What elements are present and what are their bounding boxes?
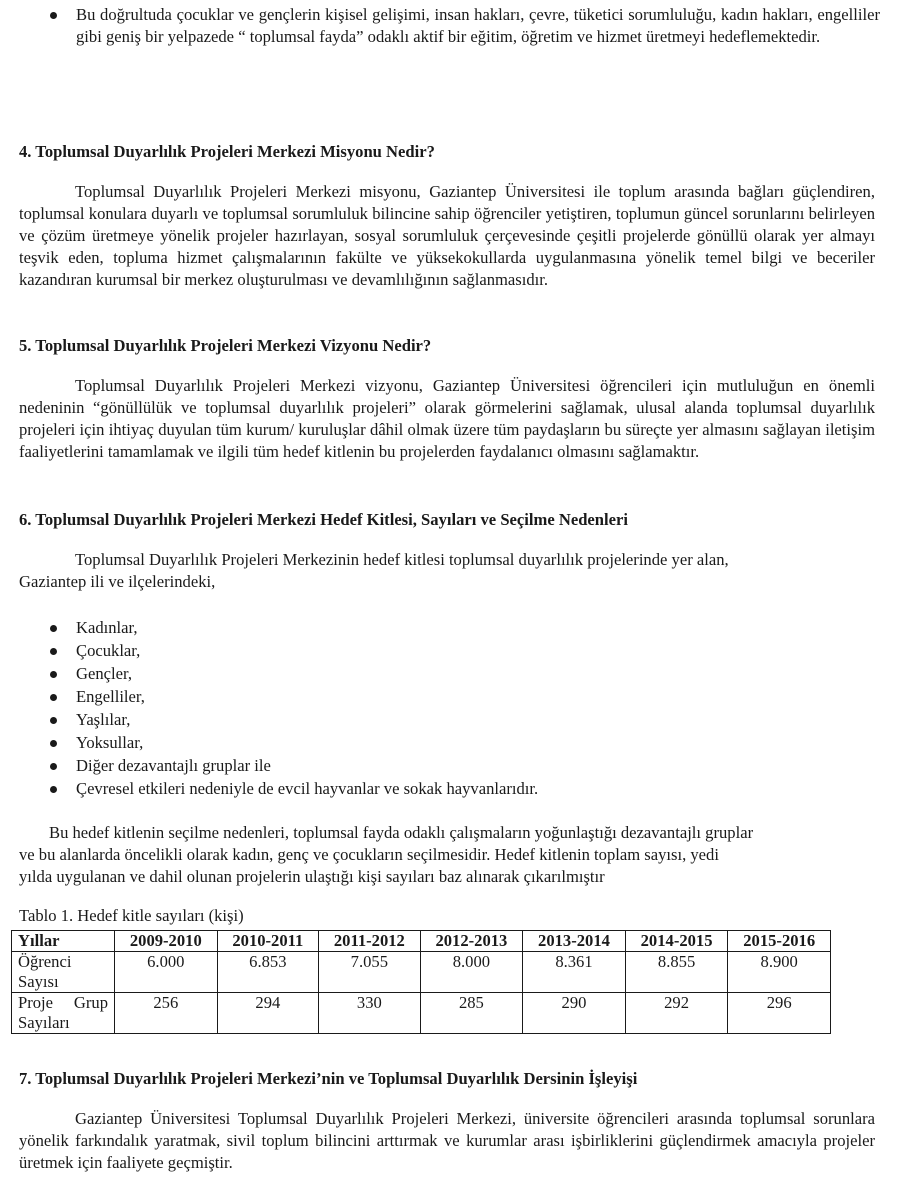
bullet-icon xyxy=(50,763,57,770)
table-header-cell: 2011-2012 xyxy=(319,931,421,952)
table-cell: 7.055 xyxy=(319,952,421,993)
bullet-icon xyxy=(50,648,57,655)
table-header-row xyxy=(12,931,831,952)
table-cell: 8.855 xyxy=(625,952,728,993)
list-item: Engelliler, xyxy=(46,686,746,709)
section-4-body: Toplumsal Duyarlılık Projeleri Merkezi misyonu, Gaziantep Üniversitesi ile toplum arasında bağları güçlendiren, toplumsal konulara duyarlı ve toplumsal sorumluluk bilincine sahip öğrenciler yetiştiren, toplumun güncel sorunlarını belirleyen ve çözüm üretmeye yönelik projeler hazırlayan, sosyal sorumluluk çerçevesinde çeşitli projelerde gönüllü olarak yer almayı teşvik eden, topluma hizmet çalışmalarının fakülte ve yüksekokullarda uygulanmasına yönelik temel bilgi ve beceriler kazandıran kurumsal bir merkez oluşturulması ve devamlılığının sağlanmasıdır. xyxy=(19,182,875,289)
list-item xyxy=(46,4,880,48)
list-item: Yoksullar, xyxy=(46,732,746,755)
section-6-intro-line1: Toplumsal Duyarlılık Projeleri Merkezinin hedef kitlesi toplumsal duyarlılık projelerinde yer alan, xyxy=(75,550,729,569)
section-6-intro-line2: Gaziantep ili ve ilçelerindeki, xyxy=(19,572,216,591)
bullet-icon xyxy=(50,717,57,724)
table-header-cell: Yıllar xyxy=(12,931,115,952)
row-label: Öğrenci Sayısı xyxy=(12,952,115,993)
table-cell: 292 xyxy=(625,993,728,1034)
section-6-reasons-line2: ve bu alanlarda öncelikli olarak kadın, genç ve çocukların seçilmesidir. Hedef kitlenin toplam sayısı, yedi xyxy=(19,845,719,864)
bullet-icon xyxy=(50,625,57,632)
table-caption: Tablo 1. Hedef kitle sayıları (kişi) xyxy=(19,906,244,925)
section-7-heading: 7. Toplumsal Duyarlılık Projeleri Merkezi’nin ve Toplumsal Duyarlılık Dersinin İşleyişi xyxy=(19,1069,638,1088)
table-cell: 296 xyxy=(728,993,831,1034)
bullet-icon xyxy=(50,12,57,19)
table-cell: 290 xyxy=(523,993,626,1034)
list-item: Gençler, xyxy=(46,663,746,686)
bullet-icon xyxy=(50,694,57,701)
table-header-cell: 2013-2014 xyxy=(523,931,626,952)
table-cell: 8.900 xyxy=(728,952,831,993)
list-item: Çevresel etkileri nedeniyle de evcil hayvanlar ve sokak hayvanlarıdır. xyxy=(46,778,746,801)
section-6-reasons-line3: yılda uygulanan ve dahil olunan projelerin ulaştığı kişi sayıları baz alınarak çıkarılmıştır xyxy=(19,867,605,886)
bullet-icon xyxy=(50,740,57,747)
table-cell: 8.000 xyxy=(420,952,523,993)
table-cell: 330 xyxy=(319,993,421,1034)
list-item: Diğer dezavantajlı gruplar ile xyxy=(46,755,746,778)
bullet-text: Bu doğrultuda çocuklar ve gençlerin kişisel gelişimi, insan hakları, çevre, tüketici sorumluluğu, kadın hakları, engelliler gibi geniş bir yelpazede “ toplumsal fayda” odaklı aktif bir eğitim, öğretim ve hizmet üretmeyi hedeflemektedir. xyxy=(76,5,880,46)
row-label: Proje Grup Sayıları xyxy=(12,993,115,1034)
section-7-body: Gaziantep Üniversitesi Toplumsal Duyarlılık Projeleri Merkezi, üniversite öğrencileri arasında toplumsal sorunlara yönelik farkındalık yaratmak, sivil toplum bilincini arttırmak ve kurumlar arası işbirliklerini güçlendirmek amacıyla projeler üretmek için faaliyete geçmiştir. xyxy=(19,1109,875,1172)
section-6-heading: 6. Toplumsal Duyarlılık Projeleri Merkezi Hedef Kitlesi, Sayıları ve Seçilme Nedenleri xyxy=(19,510,628,529)
list-item: Yaşlılar, xyxy=(46,709,746,732)
list-item: Kadınlar, xyxy=(46,617,746,640)
table-cell: 285 xyxy=(420,993,523,1034)
section-5-heading: 5. Toplumsal Duyarlılık Projeleri Merkezi Vizyonu Nedir? xyxy=(19,336,432,355)
section-6-reasons-line1: Bu hedef kitlenin seçilme nedenleri, toplumsal fayda odaklı çalışmaların yoğunlaştığı dezavantajlı gruplar xyxy=(49,823,754,842)
table-header-cell: 2015-2016 xyxy=(728,931,831,952)
target-audience-table xyxy=(11,930,831,1034)
table-header-cell: 2014-2015 xyxy=(625,931,728,952)
table-header-cell: 2012-2013 xyxy=(420,931,523,952)
section-5-body: Toplumsal Duyarlılık Projeleri Merkezi vizyonu, Gaziantep Üniversitesi öğrencileri için mutluluğun en önemli nedeninin “gönüllülük ve toplumsal duyarlılık projeleri” olarak görmelerini sağlamak, ulusal alanda toplumsal duyarlılık projeleri için ihtiyaç duyulan tüm kurum/ kuruluşlar dâhil olmak üzere tüm paydaşların bu süreçte yer almasını sağlayan iletişim faaliyetlerini tamamlamak ve ilgili tüm hedef kitlenin bu projelerden faydalanıcı olmasını sağlamaktır. xyxy=(19,376,875,461)
table-header-cell: 2010-2011 xyxy=(217,931,319,952)
table-cell: 294 xyxy=(217,993,319,1034)
target-group-list xyxy=(46,617,746,801)
table-cell: 8.361 xyxy=(523,952,626,993)
bullet-icon xyxy=(50,786,57,793)
table-header-cell: 2009-2010 xyxy=(115,931,218,952)
section-4-heading: 4. Toplumsal Duyarlılık Projeleri Merkezi Misyonu Nedir? xyxy=(19,142,435,161)
intro-bullet xyxy=(46,4,880,48)
table-cell: 256 xyxy=(115,993,218,1034)
table-cell: 6.000 xyxy=(115,952,218,993)
list-item: Çocuklar, xyxy=(46,640,746,663)
table-row xyxy=(12,993,831,1034)
bullet-icon xyxy=(50,671,57,678)
table-row xyxy=(12,952,831,993)
table-cell: 6.853 xyxy=(217,952,319,993)
